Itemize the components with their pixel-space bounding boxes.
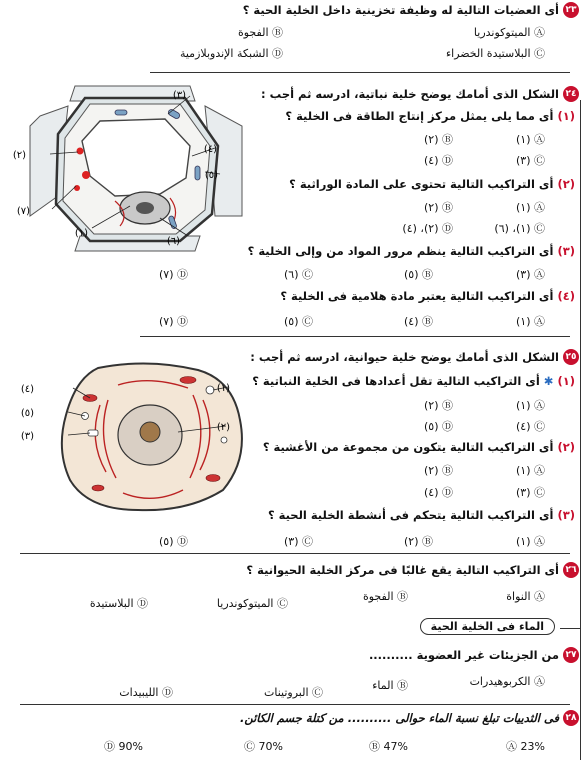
q24-s1-option-d[interactable]: Ⓓ (٤)	[423, 154, 453, 167]
sub-number: (٢)	[557, 177, 575, 191]
divider	[150, 72, 570, 73]
q24-s1-option-c[interactable]: Ⓒ (٣)	[515, 154, 545, 167]
plant-label-3: (٣)	[172, 90, 186, 101]
q25-s2-option-a[interactable]: Ⓐ (١)	[515, 464, 545, 477]
q23-option-b[interactable]: Ⓑ الفجوة	[237, 26, 283, 39]
divider	[20, 704, 570, 705]
question-24-text: الشكل الذى أمامك يوضح خلية نباتية، ادرسه ثم أجب :	[261, 87, 559, 101]
sub-number: (٣)	[557, 508, 575, 522]
q25-s1-option-b[interactable]: Ⓑ (٢)	[423, 399, 453, 412]
q25-s3-option-b[interactable]: Ⓑ (٢)	[403, 535, 433, 548]
plant-label-2: (٢)	[12, 150, 26, 161]
q25-sub1	[252, 374, 575, 388]
q25-sub3	[268, 508, 575, 522]
sub-number: (١)	[557, 109, 575, 123]
q24-s2-option-a[interactable]: Ⓐ (١)	[515, 201, 545, 214]
q24-s2-option-c[interactable]: Ⓒ (١)، (٦)	[494, 222, 545, 235]
q25-s3-option-c[interactable]: Ⓒ (٣)	[283, 535, 313, 548]
q24-s1-option-a[interactable]: Ⓐ (١)	[515, 133, 545, 146]
q24-s2-option-d[interactable]: Ⓓ (٢)، (٤)	[402, 222, 453, 235]
divider	[140, 336, 570, 337]
q25-s1-option-d[interactable]: Ⓓ (٥)	[423, 420, 453, 433]
animal-label-5: (٥)	[20, 408, 34, 419]
q25-s1-option-c[interactable]: Ⓒ (٤)	[515, 420, 545, 433]
sub-text: أى التراكيب التالية يتحكم فى أنشطة الخلية الحية ؟	[267, 508, 554, 522]
q28-option-d[interactable]: Ⓓ 90%	[104, 740, 143, 753]
q25-s3-option-d[interactable]: Ⓓ (٥)	[158, 535, 188, 548]
sub-text: أى التراكيب التالية ينظم مرور المواد من وإلى الخلية ؟	[247, 244, 554, 258]
sub-text: أى التراكيب التالية يعتبر مادة هلامية فى الخلية ؟	[280, 289, 554, 303]
q25-s2-option-d[interactable]: Ⓓ (٤)	[423, 486, 453, 499]
sub-text: أى التراكيب التالية يتكون من مجموعة من الأغشية ؟	[262, 440, 554, 454]
sub-text: أى التراكيب التالية تحتوى على المادة الوراثية ؟	[289, 177, 554, 191]
plant-label-1: (١)	[74, 228, 88, 239]
q27-option-a[interactable]: Ⓐ الكربوهيدرات	[469, 675, 545, 688]
plant-label-4: (٤)	[203, 144, 217, 155]
q26-option-a[interactable]: Ⓐ النواة	[506, 590, 545, 603]
question-28-text: فى الثدييات تبلغ نسبة الماء حوالى .......... من كتلة جسم الكائن.	[239, 711, 559, 725]
q24-sub4	[280, 289, 575, 303]
q24-s4-option-d[interactable]: Ⓓ (٧)	[158, 315, 188, 328]
animal-cell-diagram	[20, 360, 268, 515]
animal-label-3: (٣)	[20, 431, 34, 442]
q24-s2-option-b[interactable]: Ⓑ (٢)	[423, 201, 453, 214]
animal-label-2: (٢)	[216, 422, 230, 433]
q24-s3-option-b[interactable]: Ⓑ (٥)	[403, 268, 433, 281]
q24-sub1	[285, 109, 575, 123]
animal-label-1: (١)	[216, 383, 230, 394]
q26-option-c[interactable]: Ⓒ الميتوكوندريا	[216, 597, 288, 610]
q25-s2-option-b[interactable]: Ⓑ (٢)	[423, 464, 453, 477]
question-23-text: أى العضيات التالية له وظيفة تخزينية داخل الخلية الحية ؟	[242, 3, 559, 17]
plant-label-7: (٧)	[16, 206, 30, 217]
q24-sub2	[289, 177, 575, 191]
section-rule	[560, 628, 580, 629]
q25-s3-option-a[interactable]: Ⓐ (١)	[515, 535, 545, 548]
q23-option-a[interactable]: Ⓐ الميتوكوندريا	[473, 26, 545, 39]
q27-option-c[interactable]: Ⓒ البروتينات	[263, 686, 323, 699]
plant-cell-diagram	[12, 86, 245, 251]
q24-s1-option-b[interactable]: Ⓑ (٢)	[423, 133, 453, 146]
sub-number: (٤)	[557, 289, 575, 303]
question-number-23: ٢٣	[563, 2, 579, 18]
question-25-text: الشكل الذى أمامك يوضح خلية حيوانية، ادرسه ثم أجب :	[250, 350, 559, 364]
q25-s1-option-a[interactable]: Ⓐ (١)	[515, 399, 545, 412]
q23-option-d[interactable]: Ⓓ الشبكة الإندوبلازمية	[179, 47, 283, 60]
plant-label-5: (٥)	[204, 170, 218, 181]
plant-label-6: (٦)	[166, 236, 180, 247]
sub-number: (١)	[557, 374, 575, 388]
margin-line	[580, 100, 581, 760]
q24-s4-option-b[interactable]: Ⓑ (٤)	[403, 315, 433, 328]
question-27-text: من الجزيئات غير العضوية ..........	[368, 648, 559, 662]
q26-option-d[interactable]: Ⓓ البلاستيدة	[89, 597, 148, 610]
section-title-badge: الماء فى الخلية الحية	[420, 618, 555, 635]
q24-s3-option-c[interactable]: Ⓒ (٦)	[283, 268, 313, 281]
sub-text: أى التراكيب التالية تقل أعدادها فى الخلية النباتية ؟	[252, 374, 540, 388]
q24-s4-option-a[interactable]: Ⓐ (١)	[515, 315, 545, 328]
q25-sub2	[263, 440, 575, 454]
q27-option-b[interactable]: Ⓑ الماء	[372, 679, 408, 692]
q27-option-d[interactable]: Ⓓ الليبيدات	[119, 686, 173, 699]
sub-text: أى مما يلى يمثل مركز إنتاج الطاقة فى الخلية ؟	[285, 109, 554, 123]
question-number-25: ٢٥	[563, 349, 579, 365]
question-number-24: ٢٤	[563, 86, 579, 102]
star-icon: ✱	[543, 374, 554, 388]
q28-option-b[interactable]: Ⓑ 47%	[369, 740, 408, 753]
question-26-text: أى التراكيب التالية يقع غالبًا فى مركز الخلية الحيوانية ؟	[246, 563, 559, 577]
q25-s2-option-c[interactable]: Ⓒ (٣)	[515, 486, 545, 499]
q28-option-a[interactable]: Ⓐ 23%	[506, 740, 545, 753]
q24-s3-option-d[interactable]: Ⓓ (٧)	[158, 268, 188, 281]
question-number-28: ٢٨	[563, 710, 579, 726]
q24-s4-option-c[interactable]: Ⓒ (٥)	[283, 315, 313, 328]
question-number-26: ٢٦	[563, 562, 579, 578]
q28-option-c[interactable]: Ⓒ 70%	[244, 740, 283, 753]
q23-option-c[interactable]: Ⓒ البلاستيدة الخضراء	[445, 47, 545, 60]
q26-option-b[interactable]: Ⓑ الفجوة	[362, 590, 408, 603]
q24-sub3	[248, 244, 575, 258]
sub-number: (٣)	[557, 244, 575, 258]
question-number-27: ٢٧	[563, 647, 579, 663]
sub-number: (٢)	[557, 440, 575, 454]
divider	[20, 553, 570, 554]
q24-s3-option-a[interactable]: Ⓐ (٣)	[515, 268, 545, 281]
animal-label-4: (٤)	[20, 384, 34, 395]
